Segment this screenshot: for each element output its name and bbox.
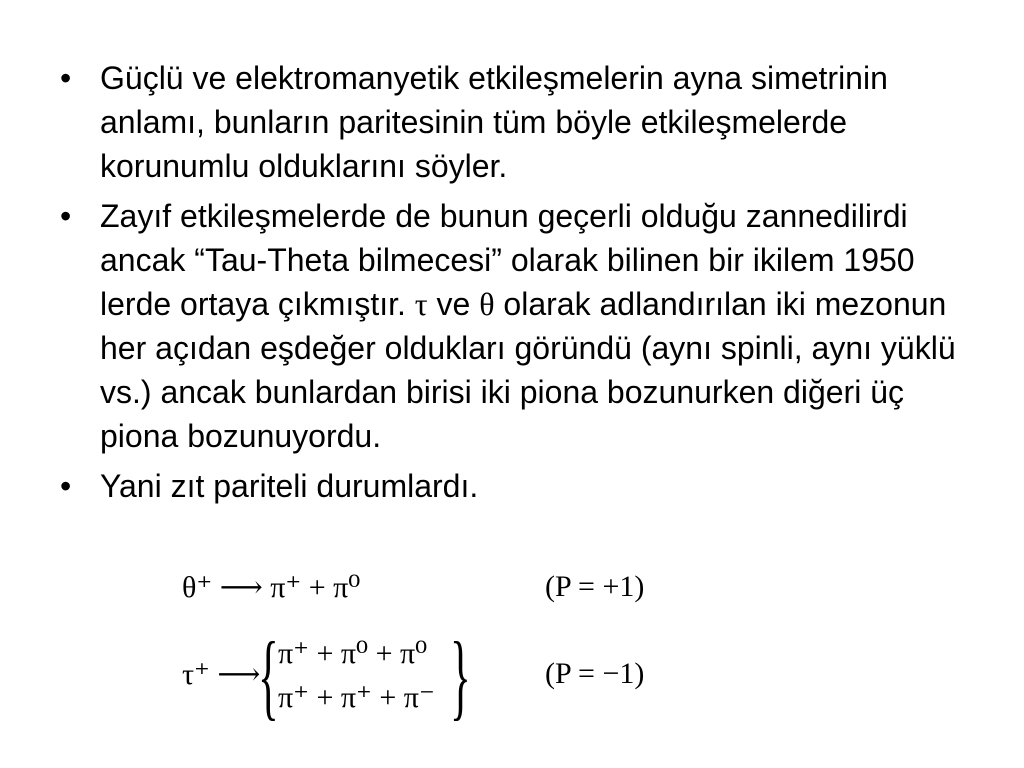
bullet-text: Güçlü ve elektromanyetik etkileşmelerin ayna simetrinin anlamı, bunların paritesinin tüm böyle etkileşmelerde korunumlu olduklarını söyler. [100,60,888,184]
tau-symbol: τ [414,286,428,322]
bullet-icon: • [60,468,72,504]
right-brace: } [450,622,471,729]
bullet-item-3 [60,464,980,508]
bullet-text-part-c: olarak adlandırılan iki mezonun her açıdan eşdeğer oldukları göründü (aynı spinli, aynı yüklü vs.) ancak bunlardan birisi iki piona bozunurken diğeri üç piona bozunuyordu. [100,286,956,454]
theta-decay-equation: θ⁺ ⟶ π⁺ + π⁰ [182,571,361,604]
tau-decay-mode-1: π⁺ + π⁰ + π⁰ [278,637,428,670]
bullet-item-1 [60,56,980,188]
tau-decay-lhs: τ⁺ ⟶ [182,658,261,691]
theta-symbol: θ [479,286,495,322]
bullet-text: Yani zıt pariteli durumlardı. [100,468,479,504]
tau-decay-mode-2: π⁺ + π⁺ + π⁻ [278,681,435,714]
tau-parity: (P = −1) [545,657,645,690]
bullet-icon: • [60,60,72,96]
theta-parity: (P = +1) [545,570,645,603]
bullet-text-part-a: Zayıf etkileşmelerde de bunun geçerli olduğu zannedilirdi ancak “Tau-Theta bilmecesi” olarak bilinen bir ikilem 1950 lerde ortaya çıkmıştır. [100,198,915,322]
left-brace: { [258,622,279,729]
bullet-item-2 [60,194,980,458]
bullet-icon: • [60,198,72,234]
bullet-list [60,56,980,514]
bullet-text-part-b: ve [427,286,480,322]
